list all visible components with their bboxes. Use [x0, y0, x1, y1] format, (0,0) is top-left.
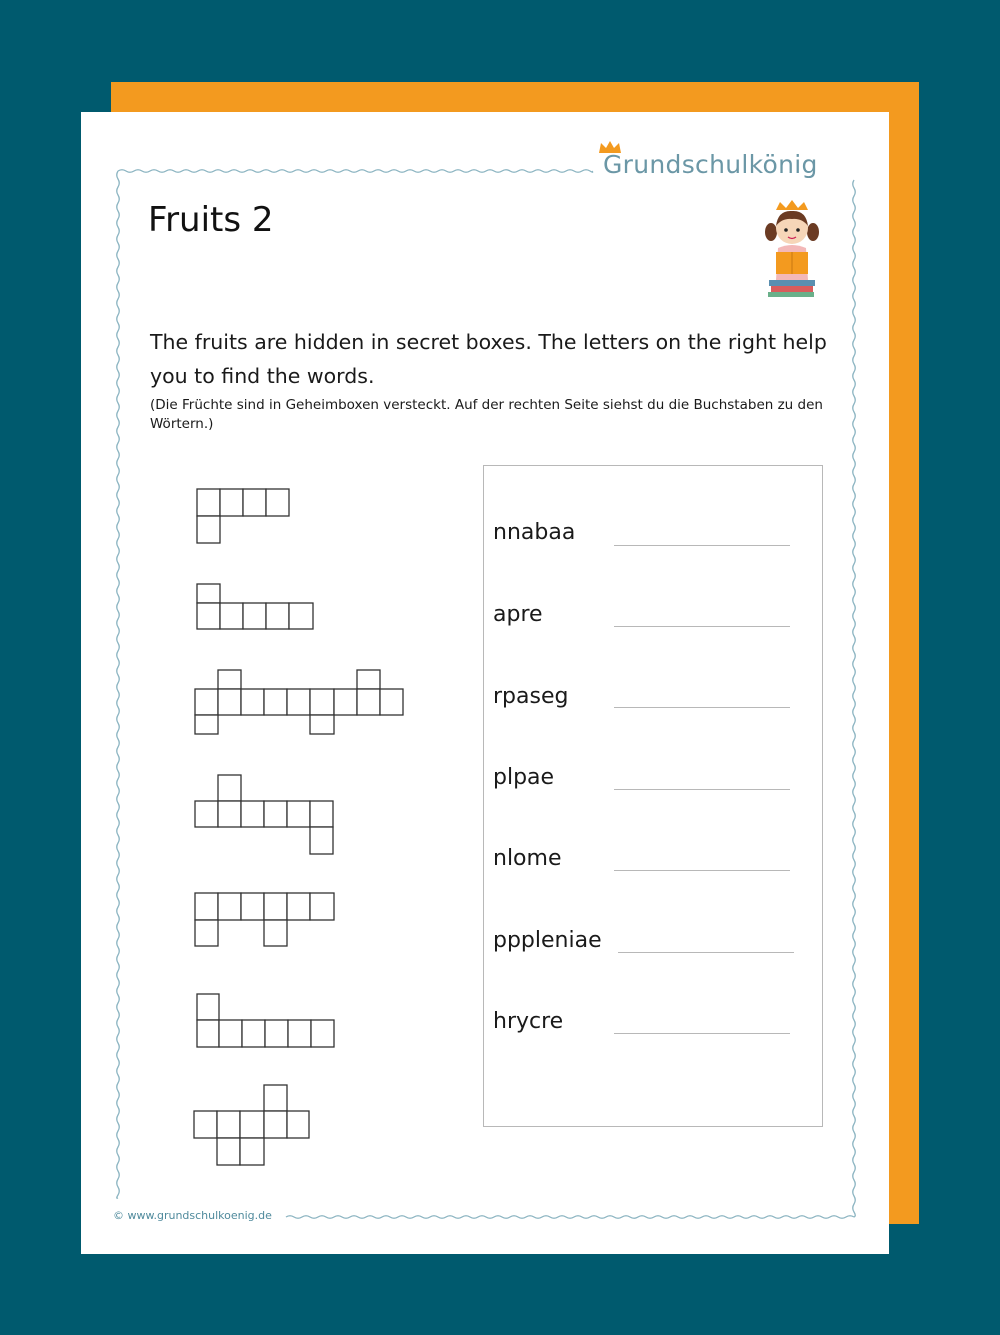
- instructions-english: The fruits are hidden in secret boxes. The letters on the right help you to find the words.: [150, 330, 827, 388]
- scrambled-word: nlome: [493, 846, 562, 871]
- scrambled-word: apre: [493, 602, 543, 627]
- secret-box-grid-5: [195, 893, 334, 946]
- answer-line[interactable]: [614, 707, 790, 708]
- answer-line[interactable]: [618, 952, 794, 953]
- footer-copyright: © www.grundschulkoenig.de: [113, 1209, 272, 1222]
- scrambled-word: plpae: [493, 765, 555, 790]
- secret-box-grid-4: [195, 775, 333, 854]
- scrambled-word: pppleniae: [493, 928, 602, 953]
- answer-line[interactable]: [614, 626, 790, 627]
- brand-logo-text: Grundschulkönig: [603, 150, 818, 179]
- scrambled-word: rpaseg: [493, 684, 569, 709]
- secret-box-grid-2: [197, 584, 313, 629]
- secret-box-grid-1: [197, 489, 289, 543]
- page-title: Fruits 2: [148, 200, 274, 240]
- secret-box-grid-6: [197, 994, 334, 1047]
- answer-line[interactable]: [614, 1033, 790, 1034]
- instructions-german: (Die Früchte sind in Geheimboxen versteckt. Auf der rechten Seite siehst du die Buchstaben zu den Wörtern.): [150, 397, 823, 432]
- scrambled-word: hrycre: [493, 1009, 564, 1034]
- scrambled-word: nnabaa: [493, 520, 576, 545]
- answer-line[interactable]: [614, 789, 790, 790]
- secret-box-grid-7: [194, 1085, 309, 1165]
- answer-line[interactable]: [614, 545, 790, 546]
- secret-box-grid-3: [195, 670, 403, 734]
- answer-line[interactable]: [614, 870, 790, 871]
